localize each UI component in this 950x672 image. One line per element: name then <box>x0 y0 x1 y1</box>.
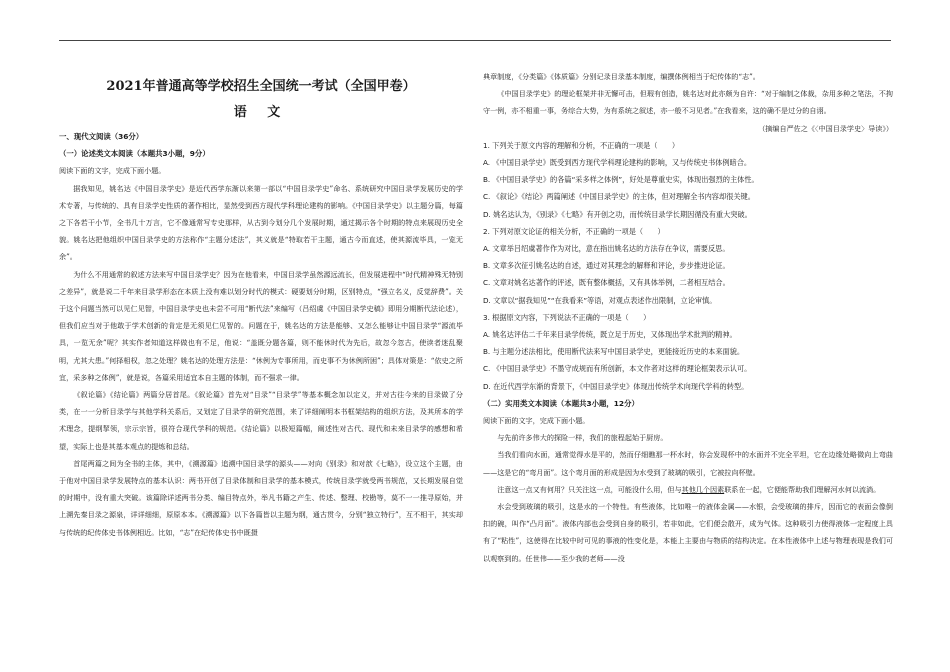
option-c: C. 《叙论》《结论》两篇阐述《中国目录学史》的主体，但对理解全书内容却很关键。 <box>483 192 755 202</box>
option-b: B. 《中国目录学史》的各篇“采多样之体例”，好处是尊重史实，体现出强烈的主体性。 <box>483 175 759 185</box>
paragraph: 首尾两篇之间为全书的主体，其中，《溯源篇》追溯中国目录学的源头——对向《别录》和对歆《七略》，设立这个主题，由于他对中国目录学发展特点的基本认识：两书开创了目录体制和目录学的基本模式，传统目录学就受两书规范，又长期发展自觉的时期中，没有重大突破。该篇除详述两书分类、编目特点外，举凡书籍之产生、传述、整理、校勘等，莫不一一推寻原始，并上溯先秦目录之源泉，详详细细，原原本本。《溯源篇》以下各篇皆以主题为纲，通古贯今，分别“独立特行”，互不相干，其实却与传统的纪传体史书体例相近。比如，“志”在纪传体史书中既摄 <box>59 458 463 537</box>
paragraph: 典章制度，《分类篇》《体质篇》分别记录目录基本制度，编撰体例相当于纪传体的“志”。 <box>483 72 760 81</box>
option-a: A. 文章举吕绍虞著作作为对比，意在指出姚名达的方法存在争议，需要反思。 <box>483 244 730 254</box>
question-stem: 3. 根据原文内容，下列说法不正确的一项是（ ） <box>483 312 651 322</box>
left-column <box>59 70 463 541</box>
option-d: D. 在近代西学东渐的背景下，《中国目录学史》体现出传统学术向现代学科的转型。 <box>483 381 749 391</box>
paragraph: 与先前许多伟大的探险一样，我们的旅程起始于厨房。 <box>497 433 668 443</box>
underlined-phrase: 其他几个因素 <box>681 484 725 494</box>
option-b: B. 与主题分述法相比，使用断代法来写中国目录学史，更能接近历史的本来面貌。 <box>483 347 745 357</box>
subsection-heading: （一）论述类文本阅读（本题共3小题，9分） <box>59 149 210 159</box>
option-a: A. 姚名达评估二千年来目录学传统，既立足于历史，又体现出学术批判的精神。 <box>483 330 737 340</box>
option-d: D. 文章以“据我知见”“在我看来”等语，对观点表述作出限制，立论审慎。 <box>483 295 717 305</box>
source-citation: （摘编自严佐之《〈中国目录学史〉导读》） <box>758 123 893 133</box>
question-stem: 1. 下列关于原文内容的理解和分析，不正确的一项是（ ） <box>483 140 680 150</box>
question-stem: 2. 下列对原文论证的相关分析，不正确的一项是（ ） <box>483 226 665 236</box>
option-a: A. 《中国目录学史》既受到西方现代学科理论建构的影响，又与传统史书体例暗合。 <box>483 158 752 168</box>
paragraph: 水会受到玻璃的吸引，这是水的一个特性。有些液体，比如唯一的液体金属——水银，会受玻璃的排斥，因而它的表面会像倒扣的碗，叫作“凸月面”。液体内部也会受到自身的吸引，若非如此，它们便会散开，成为气体。这种吸引力使得液体一定程度上具有了“粘性”，这使得在比较中时可见的事液的性变化是，本能上主要由与物质的结构决定。在本性液体中上述与物理表现是我们可以观察到的。任世伟——至少我的老师——没 <box>483 502 893 563</box>
paragraph: 据我知见，姚名达《中国目录学史》是近代西学东渐以来第一部以“中国目录学史”命名、系统研究中国目录学发展历史的学术专著，与传统的、具有目录学史性质的著作相比，显然受到西方现代学科理论建构的影响。《中国目录学史》以主题分篇，每篇之下各若干小节，全书几十万言，它不像通常写专史那样，从古到今划分几个发展时期，通过揭示各个时期的特点来展现历史全貌。姚名达把他组织中国目录学史的方法称作“主题分述法”，其义就是“特取若干主题，通古今而直述，使其源流毕具，一览无余”。 <box>59 183 463 262</box>
instruction: 阅读下面的文字，完成下面小题。 <box>483 416 590 426</box>
exam-title: 2021年普通高等学校招生全国统一考试（全国甲卷） <box>106 79 416 94</box>
instruction: 阅读下面的文字，完成下面小题。 <box>59 166 166 176</box>
option-c: C. 文章对姚名达著作的评述，既有整体概括，又有具体举例，二者相互结合。 <box>483 278 730 288</box>
paragraph: 当我们看向水面，通常觉得水是平的，然而仔细瞧那一杯水时，你会发现杯中的水面并不完全平坦，它在边缘处略微向上弯曲——这是它的“弯月面”。这个弯月面的形成是因为水受到了玻璃的吸引，它被拉向杯壁。 <box>483 450 893 477</box>
paragraph: 《叙论篇》《结论篇》两篇分居首尾。《叙论篇》首先对“目录”“目录学”等基本概念加以定义，并对古往今来的目录做了分类，在一一分析目录学与其他学科关系后，又划定了目录学的研究范围，来了详细阐明本书框架结构的组织方法，及其所本的学术理念，提纲挈领，宗示宗旨，很符合现代学科的规范。《结论篇》以极短篇幅，阐述性对古代、现代和未来目录学的感想和希望，实际上也是其基本观点的提炼和总结。 <box>59 390 463 451</box>
option-c: C. 《中国目录学史》不墨守成规而有所创新，本文作者对这样的理论框架表示认可。 <box>483 364 752 374</box>
subject-title: 语 文 <box>233 105 289 120</box>
option-b: B. 文章多次征引姚名达的自述，通过对其理念的解释和评论，步步推进论证。 <box>483 261 730 271</box>
top-rule <box>59 40 891 41</box>
subsection-heading: （二）实用类文本阅读（本题共3小题，12分） <box>483 398 639 408</box>
text-run: 联系在一起，它便能帮助我们理解河水何以流淌。 <box>724 484 881 494</box>
paragraph: 《中国目录学史》的理论框架并非无懈可击，但瑕有创造，姚名达对此亦颇为自许：“对于编制之体裁，杂用多种之笔法，不拘守一例，亦不相重一事，务综合大势，为有系统之叙述，亦一般不习见者。”在我看来，这的确不是过分的自诩。 <box>483 89 893 116</box>
option-d: D. 姚名达认为，《别录》《七略》有开创之功，而传统目录学长期因循没有重大突破。 <box>483 209 752 219</box>
text-run: 注意这一点又有何用？只关注这一点，可能没什么用，但与 <box>497 484 682 494</box>
section-heading: 一、现代文阅读（36分） <box>59 132 144 141</box>
paragraph: 为什么不用通常的叙述方法来写中国目录学史？因为在他看来，中国目录学虽然源远流长，但发展进程中“时代精神殊无特别之差异”，就是说二千年来目录学形态在本质上没有难以划分时代的模式：硬要划分时期，区别特点，“强立名义，反觉辞费”。关于这个问题当然可以见仁见智，中国目录学史也未尝不可用“断代法”来编写（吕绍虞《中国目录学史稿》即用分期断代法论述），但我们应当对于他敢于学术创新的肯定是无须见仁见智的。问题在于，姚名达的方法是能够、又怎么能够让中国目录学“源流毕具，一览无余”呢？其实作者知道这样做也有不足，他说：“盖既分题各篇，则不能休时代为先后，故忽今忽古，使读者迷乱聚明，尤其大患。”何择相权，忽之处理？姚名达的处理方法是：“休例为专事所用，而史事不为休例所困”；具体对策是：“依史之所宜，采多种之体例”，就是说，各篇采用适宜本自主题的体制，而不强求一律。 <box>59 269 463 382</box>
paragraph <box>483 481 893 498</box>
right-column <box>483 68 893 567</box>
